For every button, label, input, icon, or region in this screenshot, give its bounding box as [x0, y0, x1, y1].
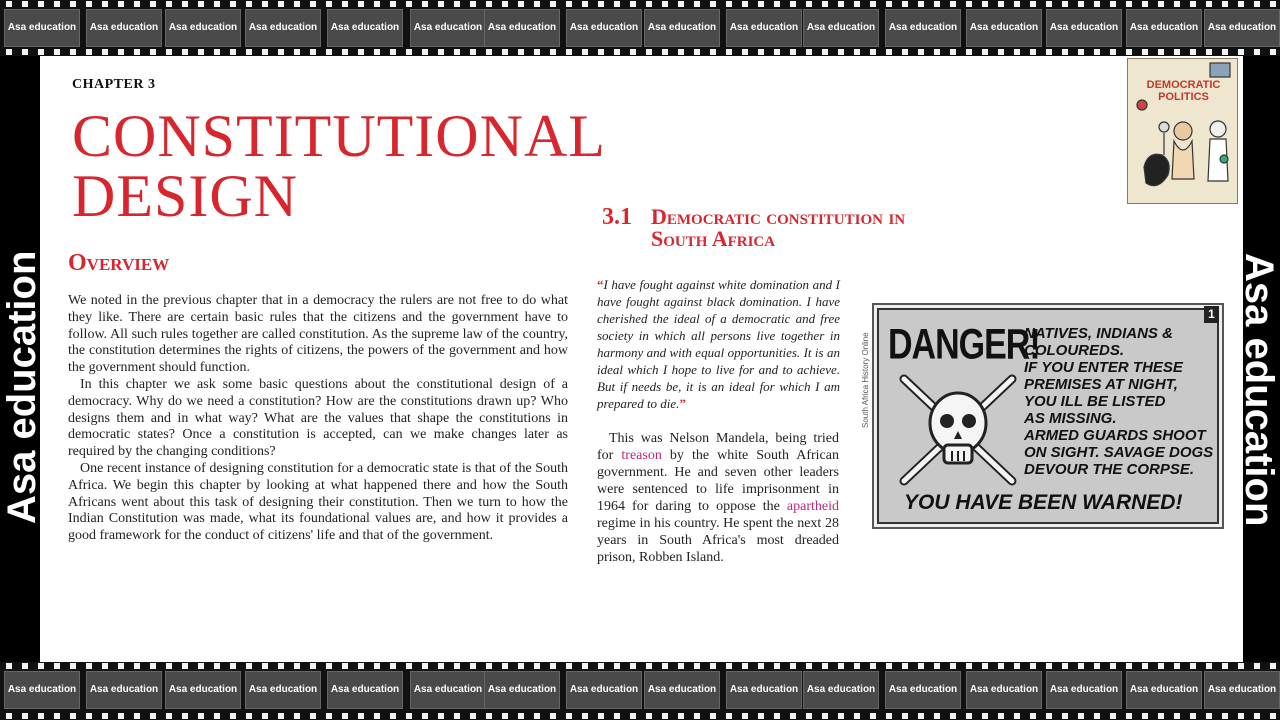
- mandela-paragraph: This was Nelson Mandela, being tried for treason by the white South African government. He and seven other leaders were sentenced to life imprisonment in 1964 for daring to oppose the apartheid regime in his country. He spent the next 28 years in South Africa's most dreaded prison, Robben Island.: [597, 431, 839, 565]
- watermark-frame: Asa education: [885, 671, 961, 709]
- overview-paragraph: In this chapter we ask some basic questions about the constitutional design of a democracy. Why do we need a constitution? How are the constitutions drawn up? Who designs them and in what way? What are the values that shape the constitutions in democratic states? Once a constitution is accepted, can we make changes later as required by the changing conditions?: [68, 376, 568, 460]
- film-perforations: [0, 49, 1280, 55]
- section-title: [651, 206, 1051, 250]
- glossary-term-apartheid[interactable]: apartheid: [786, 499, 839, 514]
- watermark-frame: Asa education: [245, 671, 321, 709]
- watermark-frame: Asa education: [327, 9, 403, 47]
- chapter-title: [72, 103, 606, 229]
- watermark-frame: Asa education: [1126, 9, 1202, 47]
- mandela-quote: [597, 276, 840, 412]
- sign-warning-lines: NATIVES, INDIANS & COLOUREDS. IF YOU ENTER THESE PREMISES AT NIGHT, YOU ILL BE LISTED AS MISSING. ARMED GUARDS SHOOT ON SIGHT. SAVAGE DOGS DEVOUR THE CORPSE.: [1024, 325, 1214, 478]
- watermark-frame: Asa education: [327, 671, 403, 709]
- side-bar-left: [0, 56, 44, 662]
- watermark-frame: Asa education: [966, 9, 1042, 47]
- watermark-frame: Asa education: [86, 9, 162, 47]
- watermark-frame: Asa education: [726, 671, 802, 709]
- watermark-frame: Asa education: [566, 9, 642, 47]
- watermark-frame: Asa education: [86, 671, 162, 709]
- side-watermark-right: Asa education: [1237, 253, 1281, 527]
- watermark-frame: Asa education: [245, 9, 321, 47]
- chapter-title-line1: CONSTITUTIONAL: [72, 103, 606, 169]
- quote-open-mark: “: [597, 277, 604, 292]
- sign-danger-text: DANGER!: [888, 321, 1040, 369]
- watermark-frame: Asa education: [1204, 671, 1280, 709]
- watermark-frame: Asa education: [885, 9, 961, 47]
- watermark-frame: Asa education: [410, 671, 486, 709]
- watermark-frame: Asa education: [803, 671, 879, 709]
- overview-paragraph: We noted in the previous chapter that in a democracy the rulers are not free to do what they like. There are certain basic rules that the citizens and the government have to follow. All such rules together are called constitution. As the supreme law of the country, the constitution determines the rights of citizens, the powers of the government and how the government should function.: [68, 293, 568, 376]
- section-title-line2: South Africa: [651, 226, 776, 251]
- watermark-frame: Asa education: [4, 671, 80, 709]
- watermark-frame: Asa education: [644, 671, 720, 709]
- image-credit: South Africa History Online: [861, 332, 870, 428]
- watermark-frame: Asa education: [484, 671, 560, 709]
- film-strip-bottom: [0, 662, 1280, 720]
- chapter-label: CHAPTER 3: [72, 77, 156, 92]
- watermark-frame: Asa education: [566, 671, 642, 709]
- chapter-title-line2: DESIGN: [72, 163, 298, 229]
- side-bar-right: [1237, 56, 1281, 662]
- watermark-frame: Asa education: [966, 671, 1042, 709]
- film-frames-bottom: [0, 671, 1280, 709]
- watermark-frame: Asa education: [803, 9, 879, 47]
- section-title-line1: Democratic constitution in: [651, 204, 906, 229]
- overview-paragraph: One recent instance of designing constitution for a democratic state is that of the South Africa. We begin this chapter by looking at what happened there and how the South Africans went about this task of designing their constitution. Then we turn to how the Indian Constitution was made, what its foundational values are, and how it provides a good framework for the conduct of citizens' life and that of the government.: [68, 460, 568, 544]
- watermark-frame: Asa education: [1204, 9, 1280, 47]
- film-strip-top: [0, 0, 1280, 56]
- watermark-frame: Asa education: [1046, 671, 1122, 709]
- film-perforations: [0, 663, 1280, 669]
- overview-text: [68, 293, 568, 545]
- quote-close-mark: ”: [679, 396, 686, 411]
- watermark-frame: Asa education: [4, 9, 80, 47]
- watermark-frame: Asa education: [484, 9, 560, 47]
- watermark-frame: Asa education: [165, 671, 241, 709]
- danger-sign-image: [872, 303, 1224, 529]
- section-number: 3.1: [602, 204, 632, 230]
- watermark-frame: Asa education: [1126, 671, 1202, 709]
- film-perforations: [0, 1, 1280, 7]
- glossary-term-treason[interactable]: treason: [621, 448, 662, 463]
- watermark-frame: Asa education: [165, 9, 241, 47]
- watermark-frame: Asa education: [410, 9, 486, 47]
- skull-crossbones-icon: [896, 371, 1020, 489]
- overview-heading: Overview: [68, 250, 170, 276]
- quote-text: I have fought against white domination and I have fought against black domination. I have cherished the ideal of a democratic and free society in which all persons live together in harmony and with equal opportunities. It is an ideal which I hope to live for and to achieve. But if needs be, it is an ideal for which I am prepared to die.: [597, 277, 840, 411]
- watermark-frame: Asa education: [726, 9, 802, 47]
- book-cover-thumbnail: [1127, 58, 1238, 204]
- sign-warned-text: YOU HAVE BEEN WARNED!: [904, 491, 1183, 514]
- book-cover-title: DEMOCRATIC POLITICS: [1146, 79, 1221, 103]
- image-number-badge: 1: [1204, 306, 1219, 323]
- side-watermark-left: Asa education: [0, 250, 44, 524]
- watermark-frame: Asa education: [1046, 9, 1122, 47]
- watermark-frame: Asa education: [644, 9, 720, 47]
- film-frames-top: [0, 9, 1280, 47]
- film-perforations: [0, 713, 1280, 719]
